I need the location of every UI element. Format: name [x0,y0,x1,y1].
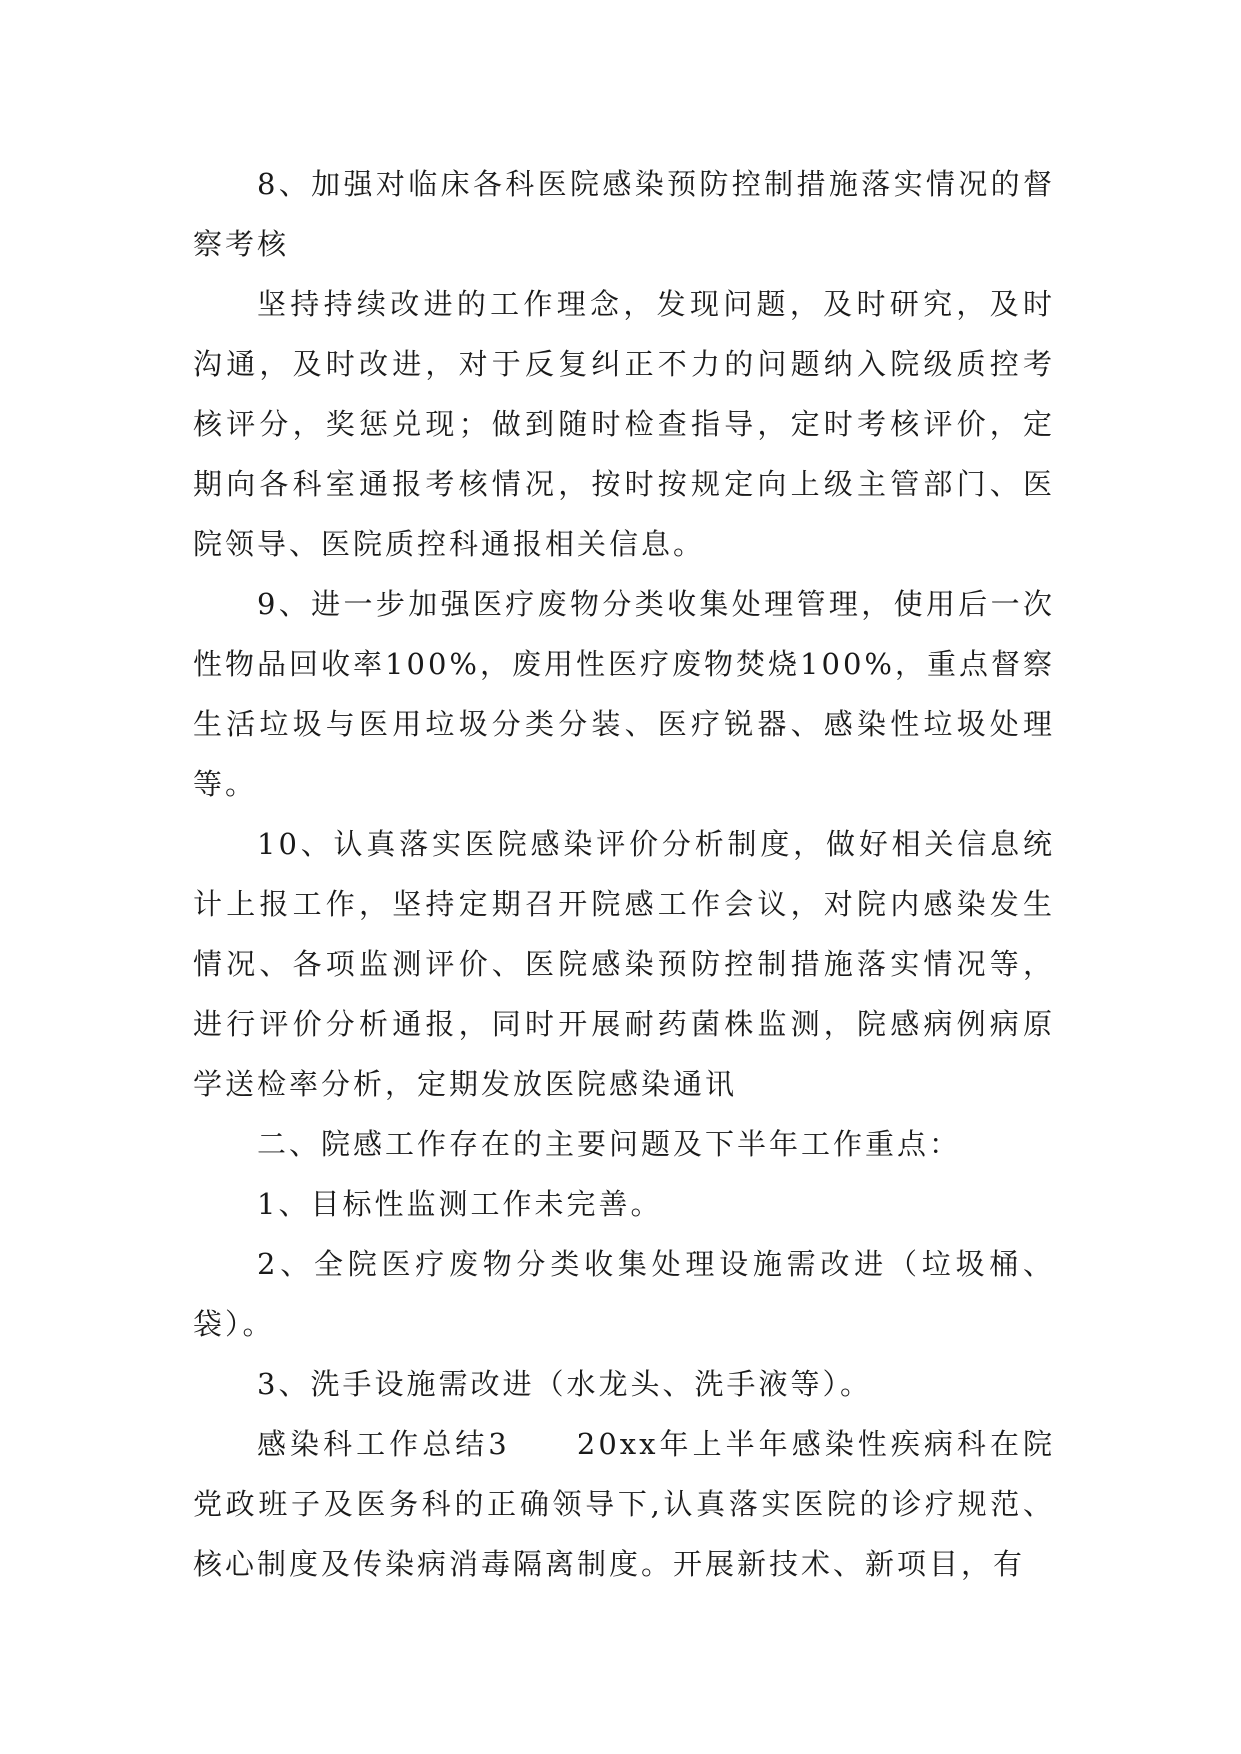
list-item-problem-3: 3、洗手设施需改进（水龙头、洗手液等）。 [257,1367,872,1401]
paragraph-item-10-evaluation: 10、认真落实医院感染评价分析制度，做好相关信息统计上报工作，坚持定期召开院感工作会议，对院内感染发生情况、各项监测评价、医院感染预防控制措施落实情况等，进行评价分析通报，同时开展耐药菌株监测，院感病例病原学送检率分析，定期发放医院感染通讯 [193,827,1055,1101]
paragraph-summary-3: 感染科工作总结3 20xx年上半年感染性疾病科在院党政班子及医务科的正确领导下,认真落实医院的诊疗规范、核心制度及传染病消毒隔离制度。开展新技术、新项目，有 [193,1427,1055,1581]
list-item-problem-2: 2、全院医疗废物分类收集处理设施需改进（垃圾桶、袋）。 [193,1247,1055,1341]
paragraph-continuous-improvement: 坚持持续改进的工作理念，发现问题，及时研究，及时沟通，及时改进，对于反复纠正不力的问题纳入院级质控考核评分，奖惩兑现；做到随时检查指导，定时考核评价，定期向各科室通报考核情况，按时按规定向上级主管部门、医院领导、医院质控科通报相关信息。 [193,287,1055,561]
list-item-problem-1: 1、目标性监测工作未完善。 [257,1187,663,1221]
paragraph-item-9-medical-waste: 9、进一步加强医疗废物分类收集处理管理，使用后一次性物品回收率100%，废用性医疗废物焚烧100%，重点督察生活垃圾与医用垃圾分类分装、医疗锐器、感染性垃圾处理等。 [193,587,1055,801]
section-heading-problems: 二、院感工作存在的主要问题及下半年工作重点： [257,1127,962,1161]
paragraph-item-8-supervision: 8、加强对临床各科医院感染预防控制措施落实情况的督察考核 [193,167,1055,261]
document-body [193,154,1055,1594]
